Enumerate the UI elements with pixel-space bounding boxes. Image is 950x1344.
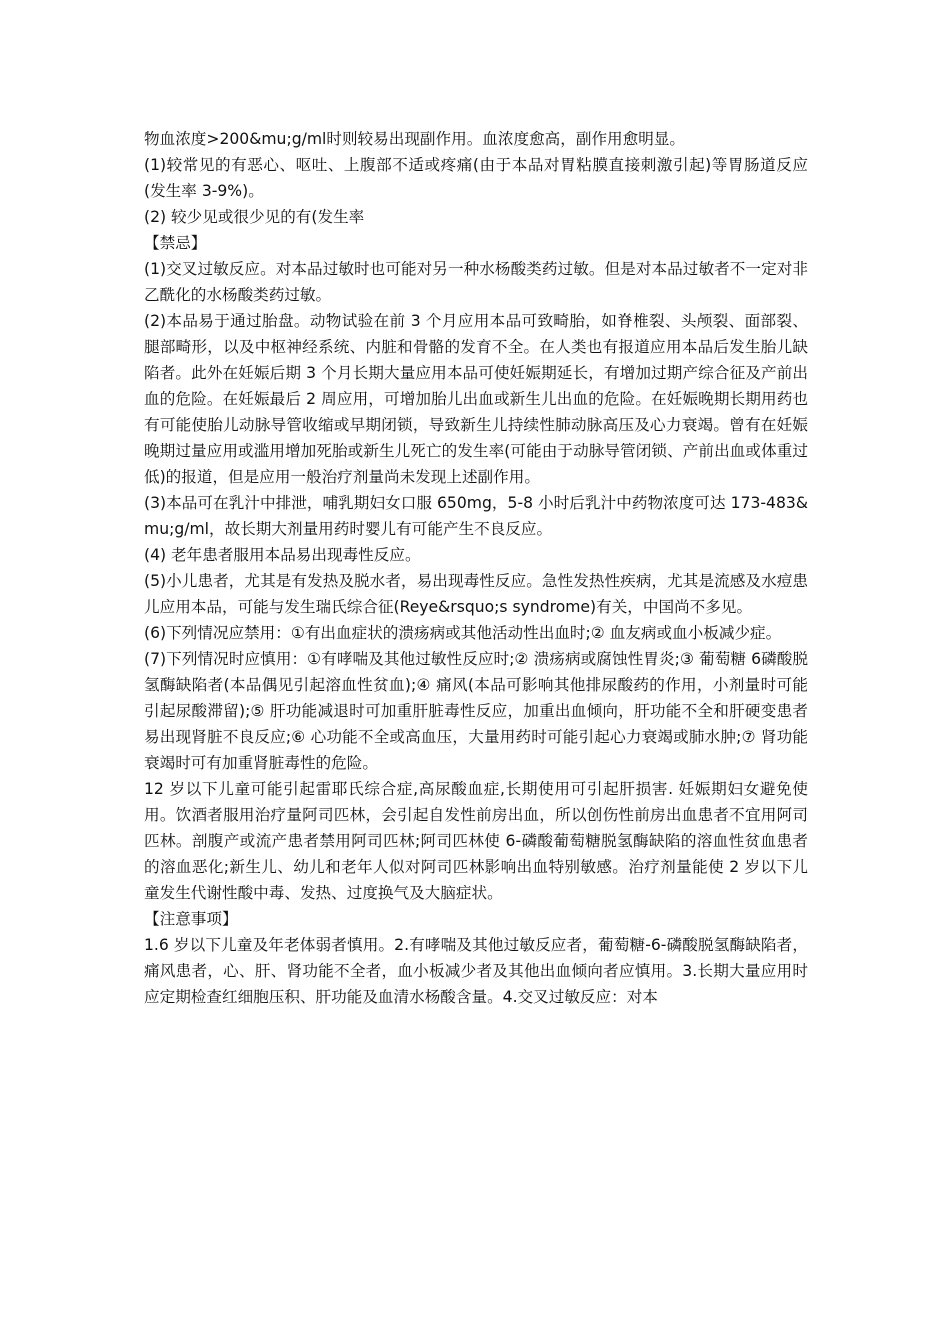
paragraph-cross-allergy: (1)交叉过敏反应。对本品过敏时也可能对另一种水杨酸类药过敏。但是对本品过敏者不一定对非乙酰化的水杨酸类药过敏。 — [144, 260, 808, 304]
paragraph-pregnancy: (2)本品易于通过胎盘。动物试验在前 3 个月应用本品可致畸胎，如脊椎裂、头颅裂、面部裂、腿部畸形，以及中枢神经系统、内脏和骨骼的发育不全。在人类也有报道应用本品后发生胎儿缺陷者。此外在妊娠后期 3 个月长期大量应用本品可使妊娠期延长，有增加过期产综合征及产前出血的危险。在妊娠最后 2 周应用，可增加胎儿出血或新生儿出血的危险。在妊娠晚期长期用药也有可能使胎儿动脉导管收缩或早期闭锁，导致新生儿持续性肺动脉高压及心力衰竭。曾有在妊娠晚期过量应用或滥用增加死胎或新生儿死亡的发生率(可能由于动脉导管闭锁、产前出血或体重过低)的报道，但是应用一般治疗剂量尚未发现上述副作用。 — [144, 312, 808, 486]
paragraph-prohibited-conditions: (6)下列情况应禁用：①有出血症状的溃疡病或其他活动性出血时;② 血友病或血小板减少症。 — [144, 624, 782, 642]
paragraph-precautions-list: 1.6 岁以下儿童及年老体弱者慎用。2.有哮喘及其他过敏反应者，葡萄糖-6-磷酸脱氢酶缺陷者，痛风患者，心、肝、肾功能不全者，血小板减少者及其他出血倾向者应慎用。3.长期大量应用时应定期检查红细胞压积、肝功能及血清水杨酸含量。4.交叉过敏反应：对本 — [144, 936, 808, 1006]
paragraph-lactation: (3)本品可在乳汁中排泄，哺乳期妇女口服 650mg，5-8 小时后乳汁中药物浓度可达 173-483&mu;g/ml，故长期大剂量用药时婴儿有可能产生不良反应。 — [144, 494, 808, 538]
paragraph-children: (5)小儿患者，尤其是有发热及脱水者，易出现毒性反应。急性发热性疾病，尤其是流感及水痘患儿应用本品，可能与发生瑞氏综合征(Reye&rsquo;s syndrome)有关，中国尚不多见。 — [144, 572, 808, 616]
section-heading-precautions: 【注意事项】 — [144, 910, 238, 928]
paragraph-elderly: (4) 老年患者服用本品易出现毒性反应。 — [144, 546, 421, 564]
paragraph-special-populations: 12 岁以下儿童可能引起雷耶氏综合症,高尿酸血症,长期使用可引起肝损害. 妊娠期妇女避免使用。饮酒者服用治疗量阿司匹林，会引起自发性前房出血，所以创伤性前房出血患者不宜用阿司匹林。剖腹产或流产患者禁用阿司匹林;阿司匹林使 6-磷酸葡萄糖脱氢酶缺陷的溶血性贫血患者的溶血恶化;新生儿、幼儿和老年人似对阿司匹林影响出血特别敏感。治疗剂量能使 2 岁以下儿童发生代谢性酸中毒、发热、过度换气及大脑症状。 — [144, 780, 808, 902]
document-body — [144, 126, 808, 1010]
paragraph-rare-reactions: (2) 较少见或很少见的有(发生率 — [144, 208, 365, 226]
paragraph-common-reactions: (1)较常见的有恶心、呕吐、上腹部不适或疼痛(由于本品对胃粘膜直接刺激引起)等胃肠道反应(发生率 3-9%)。 — [144, 156, 808, 200]
paragraph-cautious-conditions: (7)下列情况时应慎用：①有哮喘及其他过敏性反应时;② 溃疡病或腐蚀性胃炎;③ 葡萄糖 6磷酸脱氢酶缺陷者(本品偶见引起溶血性贫血);④ 痛风(本品可影响其他排尿酸药的作用，小剂量时可能引起尿酸滞留);⑤ 肝功能减退时可加重肝脏毒性反应，加重出血倾向，肝功能不全和肝硬变患者易出现肾脏不良反应;⑥ 心功能不全或高血压，大量用药时可能引起心力衰竭或肺水肿;⑦ 肾功能衰竭时可有加重肾脏毒性的危险。 — [144, 650, 808, 772]
section-heading-contraindications: 【禁忌】 — [144, 234, 207, 252]
paragraph-blood-concentration: 物血浓度>200&mu;g/ml时则较易出现副作用。血浓度愈高，副作用愈明显。 — [144, 130, 686, 148]
